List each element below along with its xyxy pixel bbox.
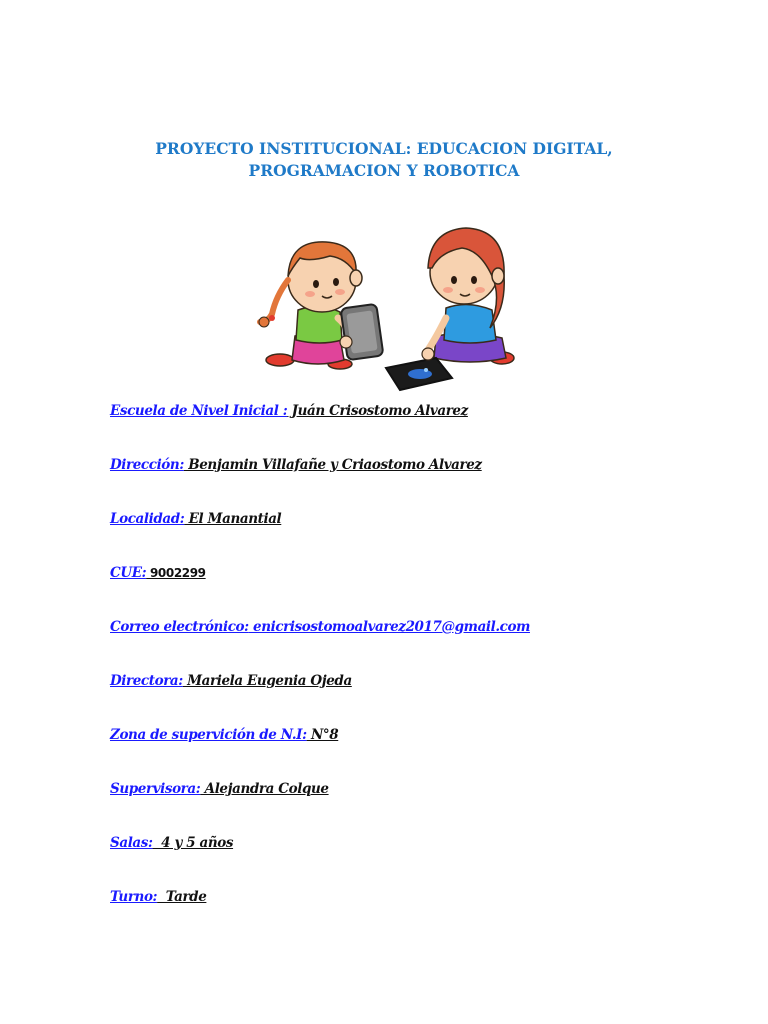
label-salas: Salas: xyxy=(110,835,153,851)
value-localidad: El Manantial xyxy=(184,511,282,527)
label-correo: Correo electrónico: xyxy=(110,619,249,635)
value-supervisora: Alejandra Colque xyxy=(200,781,329,797)
value-escuela: Juán Crisostomo Alvarez xyxy=(287,403,468,419)
value-cue: 9002299 xyxy=(146,566,206,580)
value-salas: 4 y 5 años xyxy=(152,835,234,851)
label-supervisora: Supervisora: xyxy=(110,781,201,797)
field-correo xyxy=(110,618,530,636)
field-direccion xyxy=(110,456,482,474)
title-line-2: PROGRAMACION Y ROBOTICA xyxy=(248,161,520,180)
field-localidad xyxy=(110,510,281,528)
label-escuela: Escuela de Nivel Inicial : xyxy=(110,403,288,419)
field-cue xyxy=(110,564,206,582)
label-cue: CUE: xyxy=(110,565,147,581)
value-turno: Tarde xyxy=(157,889,207,905)
value-zona: N°8 xyxy=(306,727,339,743)
children-with-tablets-illustration xyxy=(240,218,530,400)
label-localidad: Localidad: xyxy=(110,511,185,527)
label-zona: Zona de supervición de N.I: xyxy=(110,727,307,743)
field-directora xyxy=(110,672,352,690)
right-child-figure xyxy=(386,228,514,390)
field-zona xyxy=(110,726,338,744)
value-directora: Mariela Eugenia Ojeda xyxy=(182,673,352,689)
left-child-figure xyxy=(259,242,383,369)
value-direccion: Benjamin Villafañe y Criaostomo Alvarez xyxy=(183,457,482,473)
email-link[interactable]: enicrisostomoalvarez2017@gmail.com xyxy=(248,619,530,635)
title-line-1: PROYECTO INSTITUCIONAL: EDUCACION DIGITAL, xyxy=(155,139,613,158)
field-escuela xyxy=(110,402,468,420)
field-salas xyxy=(110,834,233,852)
field-supervisora xyxy=(110,780,329,798)
field-turno xyxy=(110,888,206,906)
label-turno: Turno: xyxy=(110,889,158,905)
document-title xyxy=(0,138,768,182)
label-direccion: Dirección: xyxy=(110,457,184,473)
label-directora: Directora: xyxy=(110,673,183,689)
